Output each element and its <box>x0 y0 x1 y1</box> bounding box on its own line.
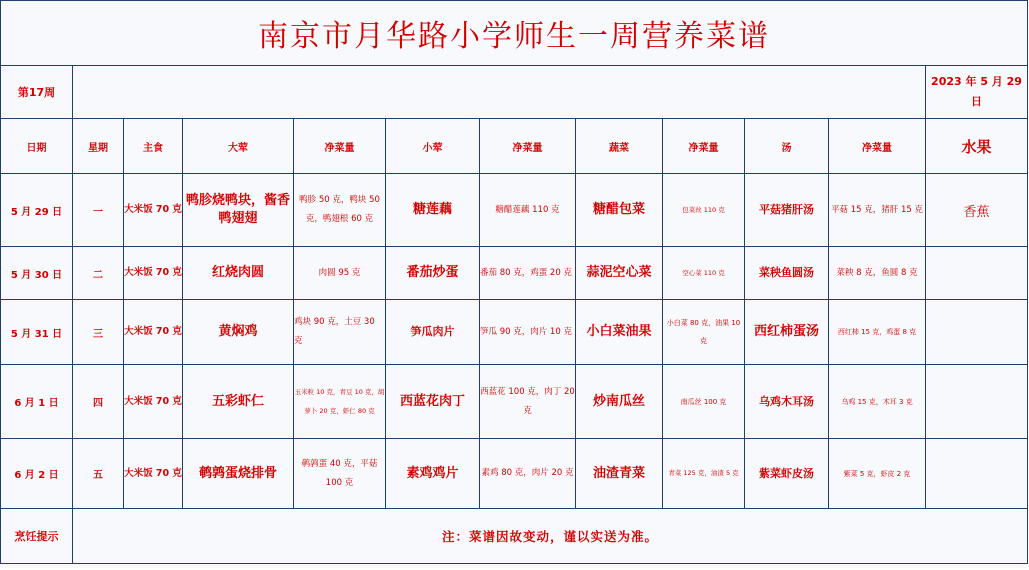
row-veg-amount: 包菜丝 110 克 <box>663 174 745 247</box>
row-main-amount: 鹌鹑蛋 40 克，平菇 100 克 <box>294 439 386 509</box>
page-title: 南京市月华路小学师生一周营养菜谱 <box>1 1 1028 66</box>
row-date: 6 月 2 日 <box>1 439 73 509</box>
row-main-dish: 鹌鹑蛋烧排骨 <box>183 439 294 509</box>
table-row <box>1 300 1028 365</box>
row-staple: 大米饭 70 克 <box>124 300 183 365</box>
row-soup-amount: 紫菜 5 克，虾皮 2 克 <box>829 439 926 509</box>
row-soup: 乌鸡木耳汤 <box>745 365 829 439</box>
row-main-dish: 鸭胗烧鸭块，酱香鸭翅翅 <box>183 174 294 247</box>
row-small-meat: 素鸡鸡片 <box>386 439 480 509</box>
row-small-meat: 糖莲藕 <box>386 174 480 247</box>
row-small-meat: 番茄炒蛋 <box>386 247 480 300</box>
table-row <box>1 365 1028 439</box>
row-fruit <box>926 300 1028 365</box>
row-vegetable: 小白菜油果 <box>576 300 663 365</box>
header-soup: 汤 <box>745 119 829 174</box>
row-small-meat: 西蓝花肉丁 <box>386 365 480 439</box>
row-veg-amount: 青菜 125 克，油渣 5 克 <box>663 439 745 509</box>
row-date: 5 月 31 日 <box>1 300 73 365</box>
blank-banner-cell <box>73 66 926 119</box>
menu-change-note: 注：菜谱因故变动，谨以实送为准。 <box>73 509 1028 564</box>
header-weekday: 星期 <box>73 119 124 174</box>
row-weekday: 三 <box>73 300 124 365</box>
row-vegetable: 糖醋包菜 <box>576 174 663 247</box>
row-main-amount: 玉米粒 10 克，青豆 10 克，胡萝卜 20 克，虾仁 80 克 <box>294 365 386 439</box>
row-small-meat: 笋瓜肉片 <box>386 300 480 365</box>
row-main-amount: 鸭胗 50 克，鸭块 50 克，鸭翅根 60 克 <box>294 174 386 247</box>
row-soup-amount: 乌鸡 15 克，木耳 3 克 <box>829 365 926 439</box>
row-weekday: 五 <box>73 439 124 509</box>
row-fruit <box>926 247 1028 300</box>
week-label: 第17周 <box>1 66 73 119</box>
row-soup-amount: 菜秧 8 克，鱼圆 8 克 <box>829 247 926 300</box>
row-fruit <box>926 439 1028 509</box>
row-staple: 大米饭 70 克 <box>124 439 183 509</box>
header-staple: 主食 <box>124 119 183 174</box>
row-weekday: 四 <box>73 365 124 439</box>
row-vegetable: 炒南瓜丝 <box>576 365 663 439</box>
row-small-amount: 番茄 80 克，鸡蛋 20 克 <box>480 247 576 300</box>
header-vegetable: 蔬菜 <box>576 119 663 174</box>
row-staple: 大米饭 70 克 <box>124 365 183 439</box>
footer-row <box>1 509 1028 564</box>
table-row <box>1 174 1028 247</box>
header-date: 日期 <box>1 119 73 174</box>
row-main-dish: 红烧肉圆 <box>183 247 294 300</box>
header-net-amount: 净菜量 <box>294 119 386 174</box>
row-veg-amount: 小白菜 80 克，油果 10 克 <box>663 300 745 365</box>
row-small-amount: 西蓝花 100 克，肉丁 20 克 <box>480 365 576 439</box>
row-soup-amount: 西红柿 15 克，鸡蛋 8 克 <box>829 300 926 365</box>
header-fruit: 水果 <box>926 119 1028 174</box>
header-small-meat: 小荤 <box>386 119 480 174</box>
row-veg-amount: 南瓜丝 100 克 <box>663 365 745 439</box>
row-small-amount: 笋瓜 90 克，肉片 10 克 <box>480 300 576 365</box>
row-vegetable: 油渣青菜 <box>576 439 663 509</box>
row-date: 5 月 30 日 <box>1 247 73 300</box>
row-small-amount: 素鸡 80 克，肉片 20 克 <box>480 439 576 509</box>
row-weekday: 一 <box>73 174 124 247</box>
row-soup: 平菇猪肝汤 <box>745 174 829 247</box>
row-soup-amount: 平菇 15 克，猪肝 15 克 <box>829 174 926 247</box>
row-soup: 紫菜虾皮汤 <box>745 439 829 509</box>
row-fruit <box>926 365 1028 439</box>
row-staple: 大米饭 70 克 <box>124 174 183 247</box>
header-net-amount: 净菜量 <box>480 119 576 174</box>
row-main-dish: 五彩虾仁 <box>183 365 294 439</box>
row-small-amount: 糖醋莲藕 110 克 <box>480 174 576 247</box>
row-date: 6 月 1 日 <box>1 365 73 439</box>
cooking-tips-label: 烹饪提示 <box>1 509 73 564</box>
row-fruit: 香蕉 <box>926 174 1028 247</box>
row-staple: 大米饭 70 克 <box>124 247 183 300</box>
table-row <box>1 247 1028 300</box>
row-veg-amount: 空心菜 110 克 <box>663 247 745 300</box>
table-row <box>1 439 1028 509</box>
header-net-amount: 净菜量 <box>829 119 926 174</box>
row-main-dish: 黄焖鸡 <box>183 300 294 365</box>
header-main-dish: 大荤 <box>183 119 294 174</box>
row-date: 5 月 29 日 <box>1 174 73 247</box>
row-vegetable: 蒜泥空心菜 <box>576 247 663 300</box>
row-soup: 西红柿蛋汤 <box>745 300 829 365</box>
row-main-amount: 鸡块 90 克，土豆 30 克 <box>294 300 386 365</box>
row-weekday: 二 <box>73 247 124 300</box>
row-soup: 菜秧鱼圆汤 <box>745 247 829 300</box>
row-main-amount: 肉圆 95 克 <box>294 247 386 300</box>
menu-date: 2023 年 5 月 29 日 <box>926 66 1028 119</box>
header-net-amount: 净菜量 <box>663 119 745 174</box>
header-row <box>1 119 1028 174</box>
